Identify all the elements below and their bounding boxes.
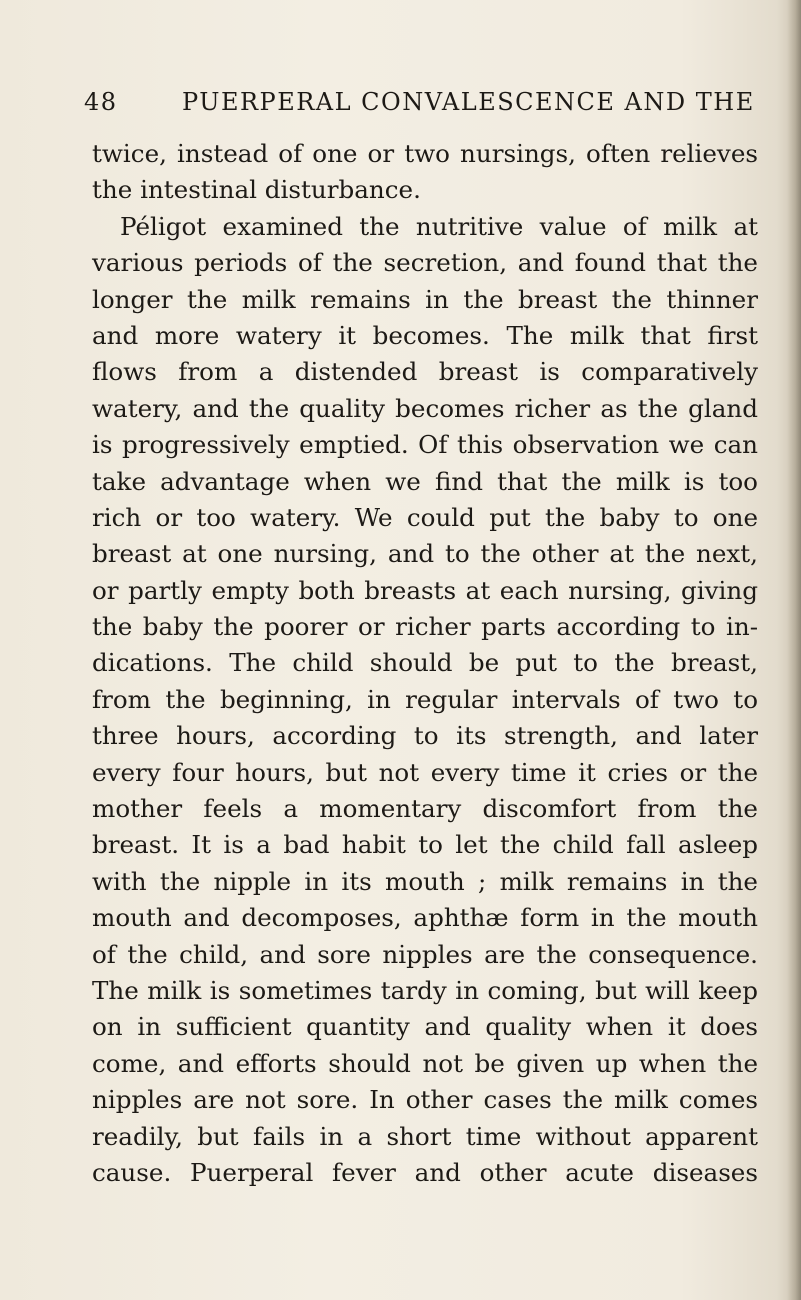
running-head: PUERPERAL CONVALESCENCE AND THE <box>182 88 755 116</box>
text-line: of the child, and sore nipples are the consequence. <box>92 939 758 969</box>
text-line: The milk is sometimes tardy in coming, but will keep <box>92 975 758 1005</box>
text-line: with the nipple in its mouth ; milk remains in the <box>92 866 758 896</box>
page-edge-shadow <box>787 0 801 1300</box>
text-line: breast at one nursing, and to the other at the next, <box>92 539 758 569</box>
text-line: every four hours, but not every time it cries or the <box>92 757 758 787</box>
text-line: the intestinal disturbance. <box>92 175 421 205</box>
text-line: cause. Puerperal fever and other acute diseases <box>92 1157 758 1187</box>
body-text <box>92 136 758 1191</box>
text-line: longer the milk remains in the breast the thinner <box>92 284 758 314</box>
text-line: three hours, according to its strength, and later <box>92 721 758 751</box>
text-line: mouth and decomposes, aphthæ form in the mouth <box>92 903 758 933</box>
text-line: breast. It is a bad habit to let the child fall asleep <box>92 830 758 860</box>
text-line: is progressively emptied. Of this observation we can <box>92 430 758 460</box>
text-line: mother feels a momentary discomfort from the <box>92 794 758 824</box>
page-header <box>84 88 760 124</box>
text-line: twice, instead of one or two nursings, often relieves <box>92 139 758 168</box>
page-number: 48 <box>84 88 118 116</box>
text-line: on in sufficient quantity and quality when it does <box>92 1012 758 1042</box>
text-line: nipples are not sore. In other cases the milk comes <box>92 1085 758 1115</box>
text-line: take advantage when we find that the milk is too <box>92 466 758 496</box>
text-line: or partly empty both breasts at each nursing, giving <box>92 575 758 605</box>
text-line: flows from a distended breast is comparatively <box>92 357 758 387</box>
text-line: and more watery it becomes. The milk that first <box>92 320 758 350</box>
text-line: rich or too watery. We could put the baby to one <box>92 502 758 532</box>
text-line: various periods of the secretion, and found that the <box>92 248 758 278</box>
text-line: readily, but fails in a short time without apparent <box>92 1121 758 1151</box>
text-line: watery, and the quality becomes richer as the gland <box>92 393 758 423</box>
text-line: come, and efforts should not be given up when the <box>92 1048 758 1078</box>
text-line: dications. The child should be put to the breast, <box>92 648 758 678</box>
text-line: the baby the poorer or richer parts according to in- <box>92 612 758 642</box>
text-line: from the beginning, in regular intervals of two to <box>92 684 758 714</box>
text-line: Péligot examined the nutritive value of milk at <box>120 211 758 241</box>
